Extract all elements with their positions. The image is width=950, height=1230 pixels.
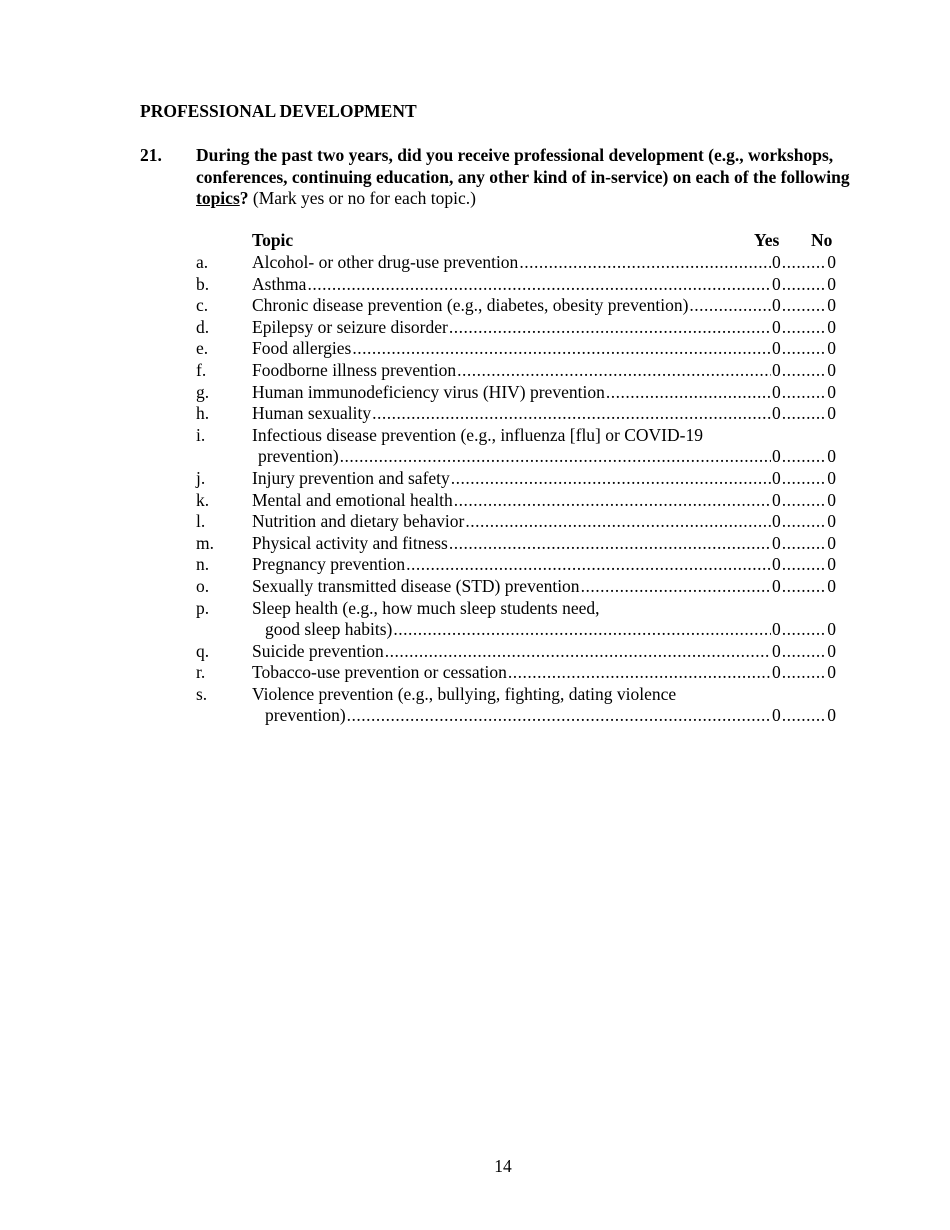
topic-row — [196, 252, 836, 274]
item-label: Nutrition and dietary behavior — [252, 511, 465, 532]
no-option[interactable]: 0 — [827, 446, 836, 467]
item-label: Epilepsy or seizure disorder — [252, 316, 448, 337]
yes-option[interactable]: 0 — [772, 575, 781, 596]
item-label: Chronic disease prevention (e.g., diabetes, obesity prevention) — [252, 295, 689, 316]
item-label: Mental and emotional health — [252, 489, 453, 510]
no-option[interactable]: 0 — [827, 403, 836, 424]
section-title: PROFESSIONAL DEVELOPMENT — [140, 101, 417, 121]
no-option[interactable]: 0 — [827, 359, 836, 380]
yes-option[interactable]: 0 — [772, 338, 781, 359]
item-label: Physical activity and fitness — [252, 532, 448, 553]
item-label: Asthma — [252, 273, 307, 294]
no-option[interactable]: 0 — [827, 705, 836, 726]
yes-option[interactable]: 0 — [772, 359, 781, 380]
no-option[interactable]: 0 — [827, 511, 836, 532]
topic-row — [196, 403, 836, 425]
yes-option[interactable]: 0 — [772, 252, 781, 272]
no-option[interactable]: 0 — [827, 316, 836, 337]
item-letter: m. — [196, 532, 214, 553]
no-option[interactable]: 0 — [827, 640, 836, 661]
item-label-line2: prevention) — [258, 446, 339, 467]
item-label-line1: Infectious disease prevention (e.g., influenza [flu] or COVID-19 — [252, 424, 703, 445]
item-label: Human immunodeficiency virus (HIV) prevention — [252, 381, 605, 402]
item-letter: s. — [196, 683, 208, 704]
yes-option[interactable]: 0 — [772, 295, 781, 316]
item-label: Sexually transmitted disease (STD) prevention — [252, 575, 580, 596]
item-letter: r. — [196, 662, 206, 683]
item-letter: b. — [196, 273, 210, 294]
yes-option[interactable]: 0 — [772, 662, 781, 683]
page-number: 14 — [494, 1156, 512, 1176]
yes-option[interactable]: 0 — [772, 640, 781, 661]
topic-row — [196, 576, 836, 598]
item-letter: c. — [196, 295, 209, 316]
item-letter: h. — [196, 403, 210, 424]
topic-row — [196, 295, 836, 317]
yes-option[interactable]: 0 — [772, 554, 781, 575]
topic-list — [196, 252, 836, 727]
topic-row — [196, 317, 836, 339]
header-no: No — [811, 230, 833, 250]
yes-option[interactable]: 0 — [772, 446, 781, 467]
topic-row — [196, 511, 836, 533]
question-number: 21. — [140, 145, 162, 165]
no-option[interactable]: 0 — [827, 554, 836, 575]
item-label: Injury prevention and safety — [252, 467, 450, 488]
yes-option[interactable]: 0 — [772, 619, 781, 640]
question-text-bold-end: ? — [239, 188, 249, 209]
yes-option[interactable]: 0 — [772, 403, 781, 424]
item-letter: d. — [196, 316, 210, 337]
yes-option[interactable]: 0 — [772, 467, 781, 488]
item-label: Human sexuality — [252, 403, 372, 424]
topic-row — [196, 274, 836, 296]
no-option[interactable]: 0 — [827, 338, 836, 359]
item-label: Foodborne illness prevention — [252, 359, 457, 380]
topic-row — [196, 554, 836, 576]
topic-row — [196, 360, 836, 382]
topic-row — [196, 382, 836, 404]
no-option[interactable]: 0 — [827, 273, 836, 294]
no-option[interactable]: 0 — [827, 467, 836, 488]
item-label-line2: good sleep habits) — [265, 619, 393, 640]
yes-option[interactable]: 0 — [772, 381, 781, 402]
no-option[interactable]: 0 — [827, 252, 836, 272]
topic-row — [196, 598, 836, 641]
question-text-bold: During the past two years, did you receive professional development (e.g., workshops, conferences, continuing education, any other kind of in-service) on each of the following — [196, 145, 850, 187]
header-yes: Yes — [754, 230, 780, 250]
question-text-underlined: topics — [196, 188, 240, 209]
topic-row — [196, 641, 836, 663]
item-label-line1: Violence prevention (e.g., bullying, fighting, dating violence — [252, 683, 677, 704]
item-label-line2: prevention) — [265, 705, 346, 726]
item-letter: f. — [196, 359, 207, 380]
no-option[interactable]: 0 — [827, 662, 836, 683]
topic-row — [196, 490, 836, 512]
topic-row — [196, 684, 836, 727]
no-option[interactable]: 0 — [827, 489, 836, 510]
item-label-line1: Sleep health (e.g., how much sleep students need, — [252, 597, 600, 618]
item-letter: o. — [196, 575, 210, 596]
item-letter: k. — [196, 489, 210, 510]
no-option[interactable]: 0 — [827, 575, 836, 596]
item-label: Suicide prevention — [252, 640, 384, 661]
yes-option[interactable]: 0 — [772, 316, 781, 337]
no-option[interactable]: 0 — [827, 381, 836, 402]
item-letter: e. — [196, 338, 209, 359]
yes-option[interactable]: 0 — [772, 273, 781, 294]
item-label: Food allergies — [252, 338, 352, 359]
item-letter: j. — [196, 467, 206, 488]
topic-row — [196, 662, 836, 684]
item-letter: g. — [196, 381, 210, 402]
topic-row — [196, 338, 836, 360]
question-text — [196, 145, 866, 210]
yes-option[interactable]: 0 — [772, 705, 781, 726]
yes-option[interactable]: 0 — [772, 489, 781, 510]
topic-row — [196, 533, 836, 555]
topic-row — [196, 468, 836, 490]
header-topic: Topic — [252, 230, 294, 250]
item-letter: l. — [196, 511, 206, 532]
item-letter: p. — [196, 597, 210, 618]
no-option[interactable]: 0 — [827, 295, 836, 316]
item-letter: n. — [196, 554, 210, 575]
item-label: Pregnancy prevention — [252, 554, 406, 575]
no-option[interactable]: 0 — [827, 532, 836, 553]
item-label: Tobacco-use prevention or cessation — [252, 662, 507, 683]
yes-option[interactable]: 0 — [772, 532, 781, 553]
item-letter: a. — [196, 252, 209, 272]
yes-option[interactable]: 0 — [772, 511, 781, 532]
item-label: Alcohol- or other drug-use prevention — [252, 252, 519, 272]
no-option[interactable]: 0 — [827, 619, 836, 640]
topic-row — [196, 425, 836, 468]
item-letter: q. — [196, 640, 210, 661]
item-letter: i. — [196, 424, 206, 445]
question-instruction: (Mark yes or no for each topic.) — [248, 188, 476, 209]
